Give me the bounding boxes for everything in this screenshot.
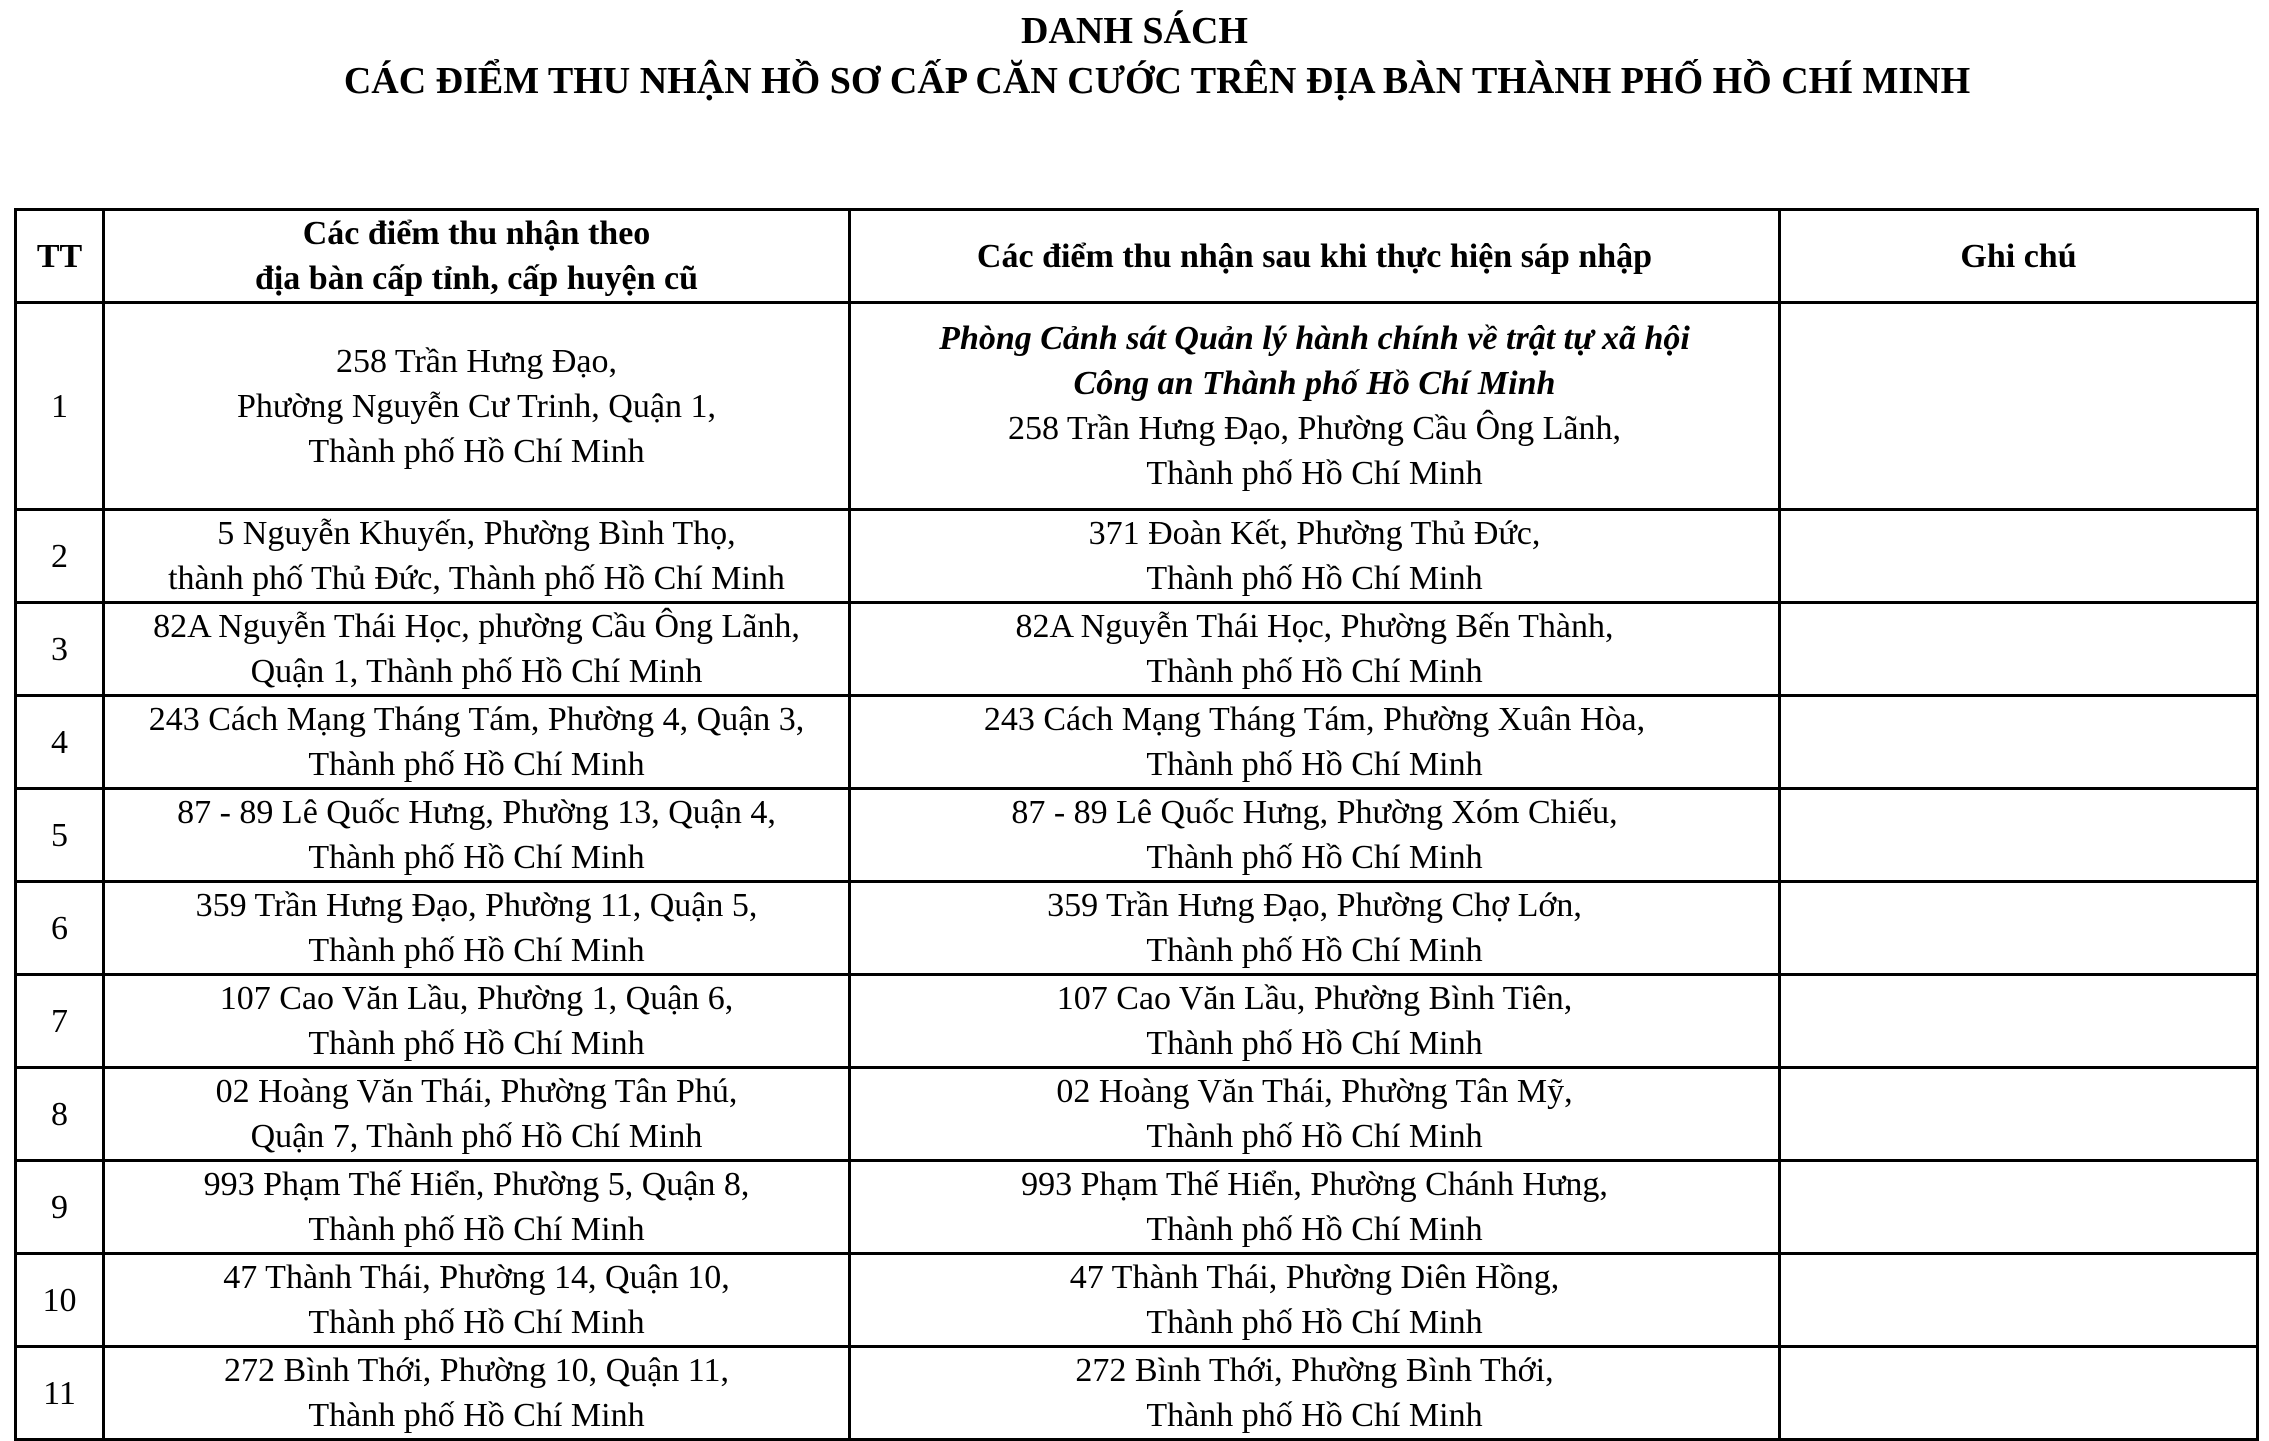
new-location-cell — [850, 510, 1780, 603]
new-address-line: Thành phố Hồ Chí Minh — [1146, 560, 1483, 597]
new-address-line: Thành phố Hồ Chí Minh — [1146, 1118, 1483, 1155]
old-address-line: Thành phố Hồ Chí Minh — [308, 839, 645, 876]
new-address-line: 258 Trần Hưng Đạo, Phường Cầu Ông Lãnh, — [1008, 410, 1621, 447]
row-number: 4 — [16, 696, 104, 789]
table-row — [16, 1161, 2258, 1254]
table-row — [16, 882, 2258, 975]
header-old-locations — [104, 210, 850, 303]
row-number: 1 — [16, 303, 104, 510]
new-location-cell — [850, 1161, 1780, 1254]
old-location-cell — [104, 603, 850, 696]
header-tt: TT — [16, 210, 104, 303]
old-address-line: Thành phố Hồ Chí Minh — [308, 1397, 645, 1434]
new-address-line: Thành phố Hồ Chí Minh — [1146, 1304, 1483, 1341]
table-header-row — [16, 210, 2258, 303]
new-address-line: 02 Hoàng Văn Thái, Phường Tân Mỹ, — [1056, 1073, 1573, 1110]
note-cell — [1780, 882, 2258, 975]
document-title: DANH SÁCH — [1021, 10, 1248, 52]
table-row — [16, 1347, 2258, 1440]
new-address-line: Thành phố Hồ Chí Minh — [1146, 1211, 1483, 1248]
old-address-line: 02 Hoàng Văn Thái, Phường Tân Phú, — [215, 1073, 738, 1110]
document-subtitle: CÁC ĐIỂM THU NHẬN HỒ SƠ CẤP CĂN CƯỚC TRÊN ĐỊA BÀN THÀNH PHỐ HỒ CHÍ MINH — [343, 60, 1971, 102]
new-address-line: Thành phố Hồ Chí Minh — [1146, 839, 1483, 876]
new-address-line: 87 - 89 Lê Quốc Hưng, Phường Xóm Chiếu, — [1011, 794, 1618, 831]
row-number: 5 — [16, 789, 104, 882]
old-location-cell — [104, 1254, 850, 1347]
table-row — [16, 603, 2258, 696]
old-address-line: 359 Trần Hưng Đạo, Phường 11, Quận 5, — [195, 887, 758, 924]
header-old-line-1: Các điểm thu nhận theo — [302, 215, 651, 252]
new-location-office-name: Công an Thành phố Hồ Chí Minh — [1073, 365, 1556, 402]
new-location-cell — [850, 975, 1780, 1068]
old-address-line: Thành phố Hồ Chí Minh — [308, 1211, 645, 1248]
new-address-line: 243 Cách Mạng Tháng Tám, Phường Xuân Hòa, — [983, 701, 1646, 738]
old-address-line: 272 Bình Thới, Phường 10, Quận 11, — [224, 1352, 729, 1389]
old-location-cell — [104, 1161, 850, 1254]
old-address-line: Phường Nguyễn Cư Trinh, Quận 1, — [237, 387, 716, 425]
table-body — [16, 303, 2258, 1440]
new-address-line: 272 Bình Thới, Phường Bình Thới, — [1075, 1352, 1554, 1389]
old-location-cell — [104, 510, 850, 603]
old-address-line: 82A Nguyễn Thái Học, phường Cầu Ông Lãnh, — [153, 608, 800, 645]
note-cell — [1780, 303, 2258, 510]
old-address-line: 87 - 89 Lê Quốc Hưng, Phường 13, Quận 4, — [177, 794, 776, 831]
old-location-cell — [104, 1068, 850, 1161]
new-location-cell — [850, 1347, 1780, 1440]
note-cell — [1780, 1347, 2258, 1440]
new-location-cell — [850, 303, 1780, 510]
new-location-cell — [850, 1254, 1780, 1347]
note-cell — [1780, 1254, 2258, 1347]
old-address-line: 993 Phạm Thế Hiển, Phường 5, Quận 8, — [203, 1166, 750, 1203]
row-number: 3 — [16, 603, 104, 696]
row-number: 9 — [16, 1161, 104, 1254]
new-address-line: Thành phố Hồ Chí Minh — [1146, 932, 1483, 969]
new-address-line: Thành phố Hồ Chí Minh — [1146, 455, 1483, 492]
new-location-cell — [850, 789, 1780, 882]
new-address-line: Thành phố Hồ Chí Minh — [1146, 1397, 1483, 1434]
new-location-cell — [850, 882, 1780, 975]
old-address-line: 5 Nguyễn Khuyến, Phường Bình Thọ, — [217, 515, 736, 552]
note-cell — [1780, 1068, 2258, 1161]
new-address-line: 371 Đoàn Kết, Phường Thủ Đức, — [1088, 515, 1541, 552]
old-address-line: Thành phố Hồ Chí Minh — [308, 932, 645, 969]
row-number: 10 — [16, 1254, 104, 1347]
table-row — [16, 975, 2258, 1068]
new-address-line: Thành phố Hồ Chí Minh — [1146, 653, 1483, 690]
note-cell — [1780, 696, 2258, 789]
new-address-line: 47 Thành Thái, Phường Diên Hồng, — [1069, 1259, 1560, 1296]
old-address-line: thành phố Thủ Đức, Thành phố Hồ Chí Minh — [168, 560, 785, 597]
table-row — [16, 1068, 2258, 1161]
table-row — [16, 789, 2258, 882]
old-location-cell — [104, 1347, 850, 1440]
old-location-cell — [104, 975, 850, 1068]
new-location-office-name: Phòng Cảnh sát Quản lý hành chính về trật tự xã hội — [939, 320, 1690, 357]
header-new-locations: Các điểm thu nhận sau khi thực hiện sáp nhập — [850, 210, 1780, 303]
old-address-line: Thành phố Hồ Chí Minh — [308, 1304, 645, 1341]
note-cell — [1780, 510, 2258, 603]
header-note: Ghi chú — [1780, 210, 2258, 303]
row-number: 11 — [16, 1347, 104, 1440]
old-address-line: 258 Trần Hưng Đạo, — [336, 342, 617, 380]
old-address-line: Thành phố Hồ Chí Minh — [308, 432, 645, 470]
row-number: 8 — [16, 1068, 104, 1161]
old-location-cell — [104, 303, 850, 510]
note-cell — [1780, 789, 2258, 882]
note-cell — [1780, 1161, 2258, 1254]
new-location-cell — [850, 1068, 1780, 1161]
new-address-line: 993 Phạm Thế Hiển, Phường Chánh Hưng, — [1021, 1166, 1608, 1203]
table-row — [16, 510, 2258, 603]
table-row — [16, 1254, 2258, 1347]
table-row — [16, 696, 2258, 789]
old-address-line: Thành phố Hồ Chí Minh — [308, 746, 645, 783]
new-address-line: Thành phố Hồ Chí Minh — [1146, 746, 1483, 783]
new-location-cell — [850, 603, 1780, 696]
note-cell — [1780, 603, 2258, 696]
row-number: 7 — [16, 975, 104, 1068]
new-address-line: Thành phố Hồ Chí Minh — [1146, 1025, 1483, 1062]
old-address-line: Thành phố Hồ Chí Minh — [308, 1025, 645, 1062]
new-address-line: 82A Nguyễn Thái Học, Phường Bến Thành, — [1015, 608, 1614, 645]
new-address-line: 359 Trần Hưng Đạo, Phường Chợ Lớn, — [1047, 887, 1582, 924]
document-header — [0, 6, 2269, 106]
header-old-line-2: địa bàn cấp tỉnh, cấp huyện cũ — [254, 260, 699, 297]
old-address-line: Quận 1, Thành phố Hồ Chí Minh — [250, 653, 703, 690]
old-location-cell — [104, 696, 850, 789]
table-row — [16, 303, 2258, 510]
old-address-line: 47 Thành Thái, Phường 14, Quận 10, — [223, 1259, 730, 1296]
collection-points-table — [14, 208, 2259, 1441]
old-location-cell — [104, 882, 850, 975]
old-address-line: Quận 7, Thành phố Hồ Chí Minh — [250, 1118, 703, 1155]
old-address-line: 243 Cách Mạng Tháng Tám, Phường 4, Quận 3, — [148, 701, 805, 738]
old-location-cell — [104, 789, 850, 882]
note-cell — [1780, 975, 2258, 1068]
row-number: 2 — [16, 510, 104, 603]
old-address-line: 107 Cao Văn Lầu, Phường 1, Quận 6, — [219, 980, 734, 1017]
row-number: 6 — [16, 882, 104, 975]
new-address-line: 107 Cao Văn Lầu, Phường Bình Tiên, — [1056, 980, 1573, 1017]
new-location-cell — [850, 696, 1780, 789]
